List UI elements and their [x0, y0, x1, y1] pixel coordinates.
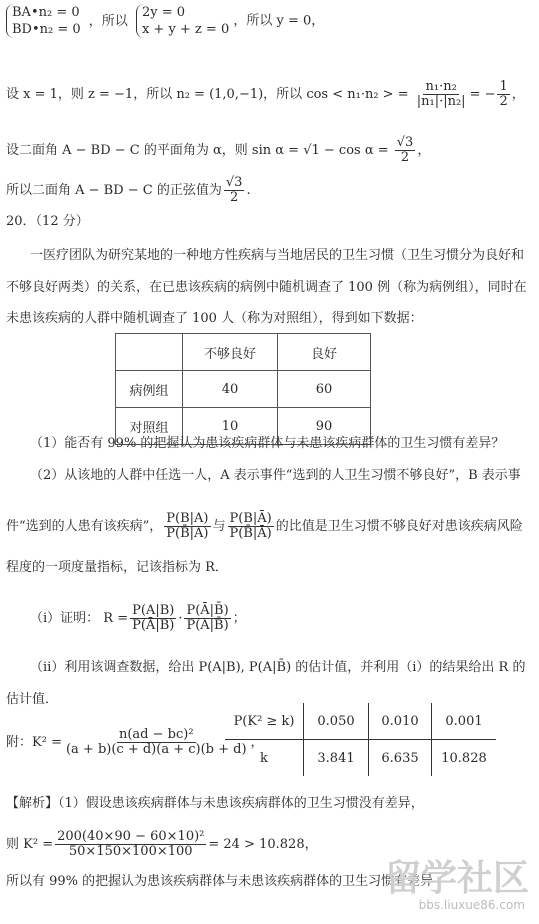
line-4: 所以二面角 A − BD − C 的正弦值为 $\frac{√3}{2}$ . — [6, 175, 251, 205]
k2-table-row — [225, 703, 496, 740]
table-cell: 对照组 — [116, 408, 183, 445]
k2-cell: P(K² ≥ k) — [233, 713, 295, 729]
table-cell: 40 — [183, 371, 278, 408]
table-header-cell: 不够良好 — [183, 334, 278, 371]
k2-cell: 0.001 — [432, 703, 497, 740]
line-2: 设 x = 1，则 z = −1，所以 n₂ = (1,0,−1)，所以 cos < n₁·n₂ > = $\frac{\text{n₁·n₂}}{\text{|n₁|·|n₂|}}$ = − $\frac{1}{2}$ ， — [6, 79, 525, 109]
brace-eq-1: BA•n₂ = 0 — [12, 5, 80, 20]
para-line-1: 一医疗团队为研究某地的一种地方性疾病与当地居民的卫生习惯（卫生习惯分为良好和 — [30, 248, 525, 263]
k2-cell: 0.050 — [304, 703, 369, 740]
table-cell: 60 — [278, 371, 371, 408]
table-header-row — [116, 334, 371, 371]
question-2-line-3: 程度的一项度量指标，记该指标为 R． — [6, 560, 228, 575]
table-cell: 10 — [183, 408, 278, 445]
line2-text: 设 x = 1，则 z = −1，所以 n₂ = (1,0,−1)，所以 cos < n₁·n₂ > = — [6, 87, 413, 102]
k2-cell: 0.010 — [369, 703, 432, 740]
line3-text: 设二面角 A − BD − C 的平面角为 α，则 sin α = √1 − cos α = — [6, 143, 393, 158]
brace-eq-3: 2y = 0 — [141, 5, 185, 20]
para-line-3: 未患该疾病的人群中随机调查了 100 人（称为对照组），得到如下数据： — [6, 311, 423, 326]
table-header-cell — [116, 334, 183, 371]
k2-table-row — [225, 740, 496, 777]
question-ii-line-1: （ii）利用该调查数据，给出 P(A|B), P(A|B̄) 的估计值，并利用（i）的结果给出 R 的 — [30, 660, 526, 675]
question-20-header: 20．（12 分） — [6, 214, 89, 229]
question-i: （i）证明： R = $\frac{P(A|B)}{P(Ā|B)}$ · $\frac{P(Ā|B̄)}{P(A|B̄)}$ ； — [30, 603, 246, 633]
data-table — [115, 333, 371, 445]
proof-fraction-1: $\frac{P(A|B)}{P(Ā|B)}$ — [132, 603, 175, 633]
ratio-fraction-1: $\frac{P(B|A)}{P(B̄|A)}$ — [166, 511, 209, 541]
sqrt3-over-2-b: $\frac{√3}{2}$ — [225, 175, 243, 205]
ratio-fraction-2: $\frac{P(B|Ā)}{P(B̄|Ā)}$ — [229, 511, 272, 541]
brace-system-2 — [136, 4, 229, 38]
watermark-url: bbs.liuxue86.com — [418, 898, 525, 912]
line1-tail: ，所以 y = 0， — [233, 13, 325, 29]
so-text: ，所以 — [88, 13, 128, 29]
cos-fraction: $\frac{\text{n₁·n₂}}{\text{|n₁|·|n₂|}}$ — [416, 79, 466, 109]
question-2-line-1: （2）从该地的人群中任选一人，A 表示事件“选到的人卫生习惯不够良好”，B 表示事 — [30, 468, 521, 483]
line-1 — [6, 4, 324, 38]
brace-eq-4: x + y + z = 0 — [141, 22, 230, 37]
line-3: 设二面角 A − BD − C 的平面角为 α，则 sin α = √1 − cos α = $\frac{√3}{2}$ ， — [6, 135, 431, 165]
k2-formula-fraction: $\frac{\text{n(ad − bc)²}}{(a + b)(c + d)(a + c)(b + d)}$ — [65, 727, 247, 757]
k2-cell: k — [260, 750, 268, 766]
table-row — [116, 371, 371, 408]
table-cell: 90 — [278, 408, 371, 445]
question-ii-line-2: 估计值． — [6, 692, 59, 707]
answer-line-3: 所以有 99% 的把握认为患该疾病群体与未患该疾病群体的卫生习惯有差异 — [6, 874, 434, 889]
line2-tail: = − — [469, 87, 496, 102]
answer-line-1: 【解析】（1）假设患该疾病群体与未患该疾病群体的卫生习惯没有差异， — [6, 796, 424, 811]
question-2-line-2: 件“选到的人患有该疾病”， $\frac{P(B|A)}{P(B̄|A)}$ 与 $\frac{P(B|Ā)}{P(B̄|Ā)}$ 的比值是卫生习惯不够良好对患该疾病风险 — [6, 511, 523, 541]
k2-cell: 3.841 — [304, 740, 369, 777]
k2-cell: 10.828 — [432, 740, 497, 777]
appendix-formula: 附：K² = $\frac{\text{n(ad − bc)²}}{(a + b)(c + d)(a + c)(b + d)}$ ， — [6, 727, 264, 757]
table-header-cell: 良好 — [278, 334, 371, 371]
para-line-2: 不够良好两类）的关系，在已患该疾病的病例中随机调查了 100 例（称为病例组），同时在 — [6, 280, 527, 295]
brace-system-1 — [6, 4, 81, 38]
table-cell: 病例组 — [116, 371, 183, 408]
line4-text: 所以二面角 A − BD − C 的正弦值为 — [6, 183, 222, 198]
question-1: （1）能否有 99% 的把握认为患该疾病群体与未患该疾病群体的卫生习惯有差异？ — [30, 436, 505, 451]
proof-fraction-2: $\frac{P(Ā|B̄)}{P(A|B̄)}$ — [186, 603, 229, 633]
k2-cell: 6.635 — [369, 740, 432, 777]
brace-eq-2: BD•n₂ = 0 — [12, 22, 81, 37]
sqrt3-over-2: $\frac{√3}{2}$ — [396, 135, 414, 165]
k2-table — [225, 703, 496, 776]
answer-fraction: $\frac{\text{200(40×90 − 60×10)²}}{50\times 150\times 100\times 100}$ — [57, 829, 205, 859]
watermark-logo: 留学社区 — [384, 858, 529, 899]
half-fraction: $\frac{1}{2}$ — [499, 79, 508, 109]
answer-line-2: 则 K² = $\frac{\text{200(40×90 − 60×10)²}}{50\times 150\times 100\times 100}$ = 24 > 10.828， — [6, 829, 318, 859]
